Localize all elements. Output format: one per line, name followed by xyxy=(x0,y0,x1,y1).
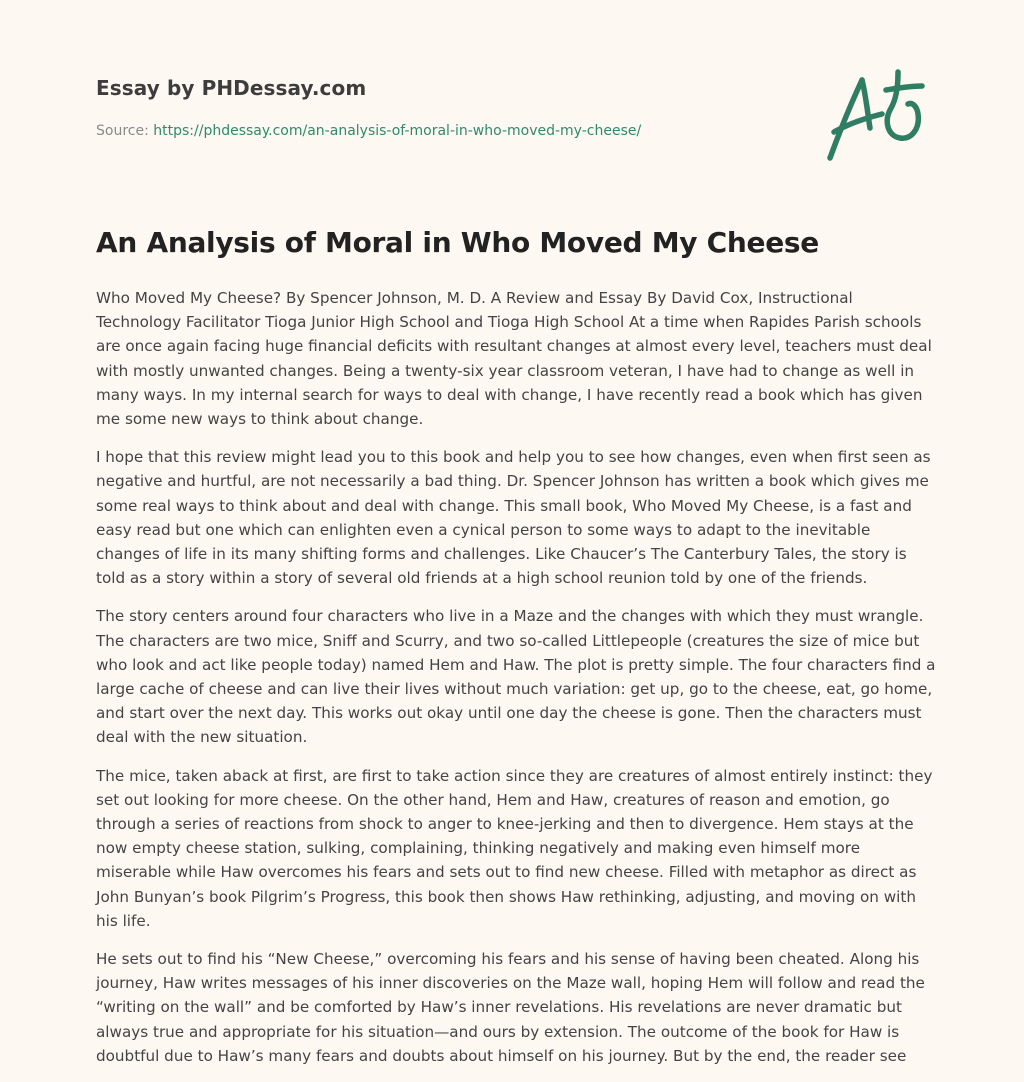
essay-paragraph: He sets out to find his “New Cheese,” overcoming his fears and his sense of having been cheated. Along his journey, Haw writes messages of his inner discoveries on the Maze wall, hoping Hem will follow and read the “writing on the wall” and be comforted by Haw’s inner revelations. His revelations are never dramatic but always true and appropriate for his situation—and ours by extension. The outcome of the book for Haw is doubtful due to Haw’s many fears and doubts about himself on his journey. But by the end, the reader see xyxy=(96,950,925,1065)
essay-paragraph: The mice, taken aback at first, are first to take action since they are creatures of almost entirely instinct: they set out looking for more cheese. On the other hand, Hem and Haw, creatures of reason and emotion, go through a series of reactions from shock to anger to knee-jerking and then to divergence. Hem stays at the now empty cheese station, sulking, complaining, thinking negatively and making even himself more miserable while Haw overcomes his fears and sets out to find new cheese. Filled with metaphor as direct as John Bunyan’s book Pilgrim’s Progress, this book then shows Haw rethinking, adjusting, and moving on with his life. xyxy=(96,766,933,930)
source-line xyxy=(96,123,641,139)
source-label: Source: xyxy=(96,123,154,139)
brand-title: Essay by PHDessay.com xyxy=(96,76,367,100)
essay-paragraph: Who Moved My Cheese? By Spencer Johnson, M. D. A Review and Essay By David Cox, Instructional Technology Facilitator Tioga Junior High School and Tioga High School At a time when Rapides Parish schools are once again facing huge financial deficits with resultant changes at almost every level, teachers must deal with mostly unwanted changes. Being a twenty-six year classroom veteran, I have had to change as well in many ways. In my internal search for ways to deal with change, I have recently read a book which has given me some new ways to think about change. xyxy=(96,289,932,429)
essay-paragraph: I hope that this review might lead you to this book and help you to see how changes, even when first seen as negative and hurtful, are not necessarily a bad thing. Dr. Spencer Johnson has written a book which gives me some real ways to think about and deal with change. This small book, Who Moved My Cheese, is a fast and easy read but one which can enlighten even a cynical person to some ways to adapt to the inevitable changes of life in its many shifting forms and challenges. Like Chaucer’s The Canterbury Tales, the story is told as a story within a story of several old friends at a high school reunion told by one of the friends. xyxy=(96,448,931,588)
source-link[interactable]: https://phdessay.com/an-analysis-of-moral-in-who-moved-my-cheese/ xyxy=(153,123,642,139)
page-header xyxy=(96,76,796,139)
essay-title: An Analysis of Moral in Who Moved My Cheese xyxy=(96,226,819,259)
essay-body xyxy=(96,286,936,1082)
a-plus-grade-icon xyxy=(818,66,930,168)
essay-paragraph: The story centers around four characters who live in a Maze and the changes with which they must wrangle. The characters are two mice, Sniff and Scurry, and two so-called Littlepeople (creatures the size of mice but who look and act like people today) named Hem and Haw. The plot is pretty simple. The four characters find a large cache of cheese and can live their lives without much variation: get up, go to the cheese, eat, go home, and start over the next day. This works out okay until one day the cheese is gone. Then the characters must deal with the new situation. xyxy=(96,607,936,747)
